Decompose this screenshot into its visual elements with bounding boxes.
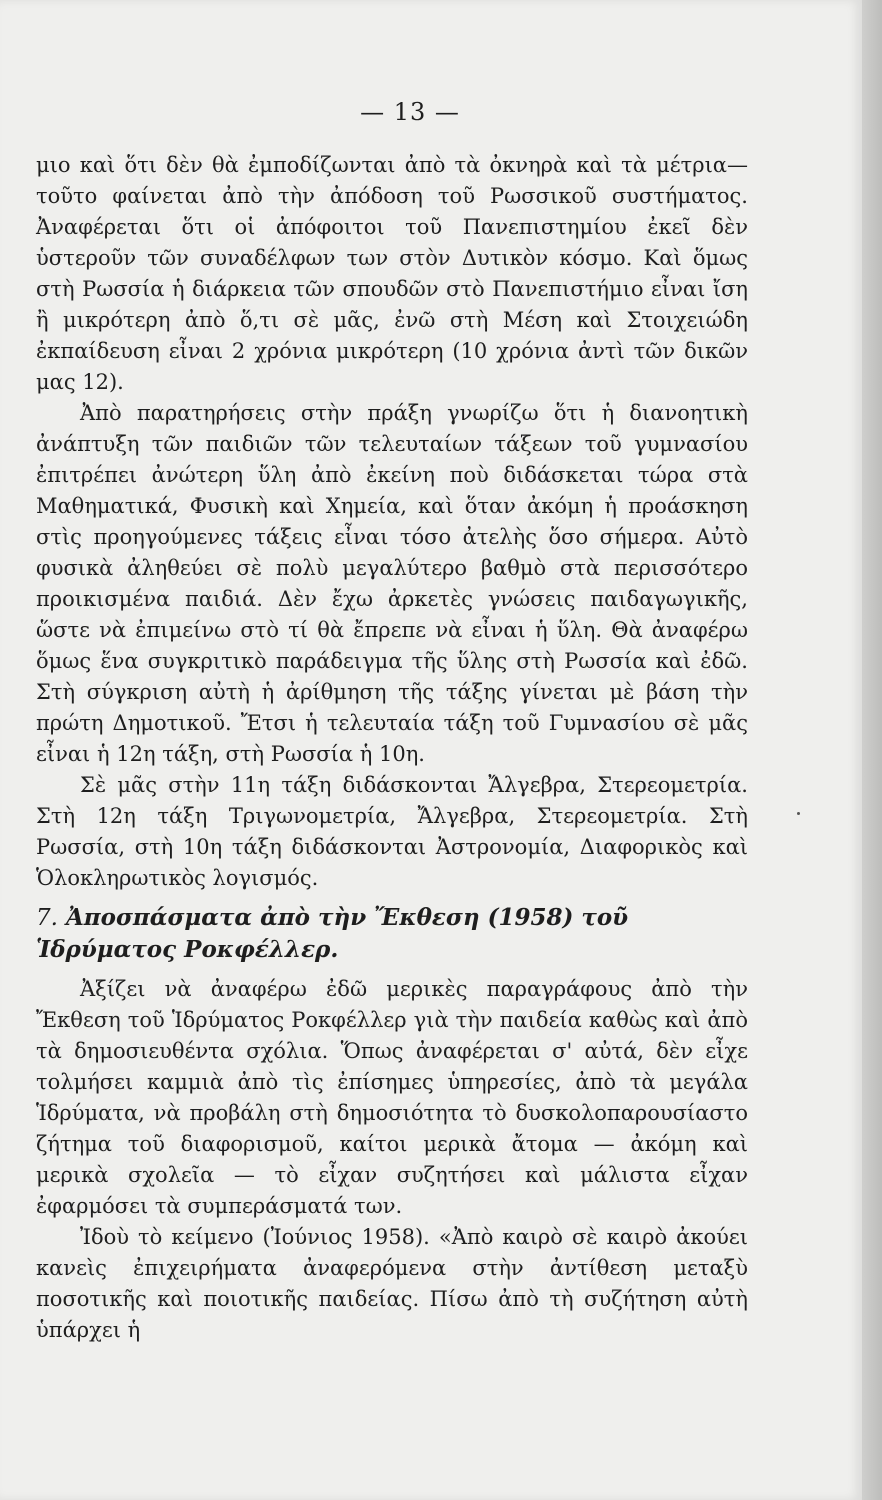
page-number: — 13 — [360,98,460,126]
paragraph: μιο καὶ ὅτι δὲν θὰ ἐμποδίζωνται ἀπὸ τὰ ὀκνηρὰ καὶ τὰ μέτρια— τοῦτο φαίνεται ἀπὸ τὴν ἀπόδοση τοῦ Ρωσσικοῦ συστήματος. Ἀναφέρεται ὅτι οἱ ἀπόφοιτοι τοῦ Πανεπιστημίου ἐκεῖ δὲν ὑστεροῦν τῶν συναδέλφων των στὸν Δυτικὸν κόσμο. Καὶ ὅμως στὴ Ρωσσία ἡ διάρκεια τῶν σπουδῶν στὸ Πανεπιστήμιο εἶναι ἴση ἢ μικρότερη ἀπὸ ὅ,τι σὲ μᾶς, ἐνῶ στὴ Μέση καὶ Στοιχειώδη ἐκπαίδευση εἶναι 2 χρόνια μικρότερη (10 χρόνια ἀντὶ τῶν δικῶν μας 12). [36,153,748,394]
paragraph: Σὲ μᾶς στὴν 11η τάξη διδάσκονται Ἄλγεβρα, Στερεομετρία. Στὴ 12η τάξη Τριγωνομετρία, Ἄλγεβρα, Στερεομετρία. Στὴ Ρωσσία, στὴ 10η τάξη διδάσκονται Ἀστρονομία, Διαφορικὸς καὶ Ὁλοκληρωτικὸς λογισμός. [36,773,748,890]
paragraph: Ἀπὸ παρατηρήσεις στὴν πράξη γνωρίζω ὅτι ἡ διανοητικὴ ἀνάπτυξη τῶν παιδιῶν τῶν τελευταίων τάξεων τοῦ γυμνασίου ἐπιτρέπει ἀνώτερη ὕλη ἀπὸ ἐκείνη ποὺ διδάσκεται τώρα στὰ Μαθηματικά, Φυσικὴ καὶ Χημεία, καὶ ὅταν ἀκόμη ἡ προάσκηση στὶς προηγούμενες τάξεις εἶναι τόσο ἀτελὴς ὅσο σήμερα. Αὐτὸ φυσικὰ ἀληθεύει σὲ πολὺ μεγαλύτερο βαθμὸ στὰ περισσότερο προικισμένα παιδιά. Δὲν ἔχω ἀρκετὲς γνώσεις παιδαγωγικῆς, ὥστε νὰ ἐπιμείνω στὸ τί θὰ ἔπρεπε νὰ εἶναι ἡ ὕλη. Θὰ ἀναφέρω ὅμως ἕνα συγκριτικὸ παράδειγμα τῆς ὕλης στὴ Ρωσσία καὶ ἐδῶ. Στὴ σύγκριση αὐτὴ ἡ ἀρίθμηση τῆς τάξης γίνεται μὲ βάση τὴν πρώτη Δημοτικοῦ. Ἔτσι ἡ τελευταία τάξη τοῦ Γυμνασίου σὲ μᾶς εἶναι ἡ 12η τάξη, στὴ Ρωσσία ἡ 10η. [36,401,748,766]
section-heading [36,902,748,966]
ink-speck [797,812,800,815]
section-title: Ἀποσπάσματα ἀπὸ τὴν Ἔκθεση (1958) τοῦ Ἱδρύματος Ροκφέλλερ. [36,904,629,963]
page-edge-shadow [862,0,882,1500]
section-number: 7. [36,905,58,931]
body-text [36,150,748,1346]
paragraph: Ἀξίζει νὰ ἀναφέρω ἐδῶ μερικὲς παραγράφους ἀπὸ τὴν Ἔκθεση τοῦ Ἱδρύματος Ροκφέλλερ γιὰ τὴν παιδεία καθὼς καὶ ἀπὸ τὰ δημοσιευθέντα σχόλια. Ὅπως ἀναφέρεται σ' αὐτά, δὲν εἶχε τολμήσει καμμιὰ ἀπὸ τὶς ἐπίσημες ὑπηρεσίες, ἀπὸ τὰ μεγάλα Ἱδρύματα, νὰ προβάλη στὴ δημοσιότητα τὸ δυσκολοπαρουσίαστο ζήτημα τοῦ διαφορισμοῦ, καίτοι μερικὰ ἄτομα — ἀκόμη καὶ μερικὰ σχολεῖα — τὸ εἶχαν συζητήσει καὶ μάλιστα εἶχαν ἐφαρμόσει τὰ συμπεράσματά των. [36,977,748,1218]
paragraph: Ἰδοὺ τὸ κείμενο (Ἰούνιος 1958). «Ἀπὸ καιρὸ σὲ καιρὸ ἀκούει κανεὶς ἐπιχειρήματα ἀναφερόμενα στὴν ἀντίθεση μεταξὺ ποσοτικῆς καὶ ποιοτικῆς παιδείας. Πίσω ἀπὸ τὴ συζήτηση αὐτὴ ὑπάρχει ἡ [36,1225,748,1342]
